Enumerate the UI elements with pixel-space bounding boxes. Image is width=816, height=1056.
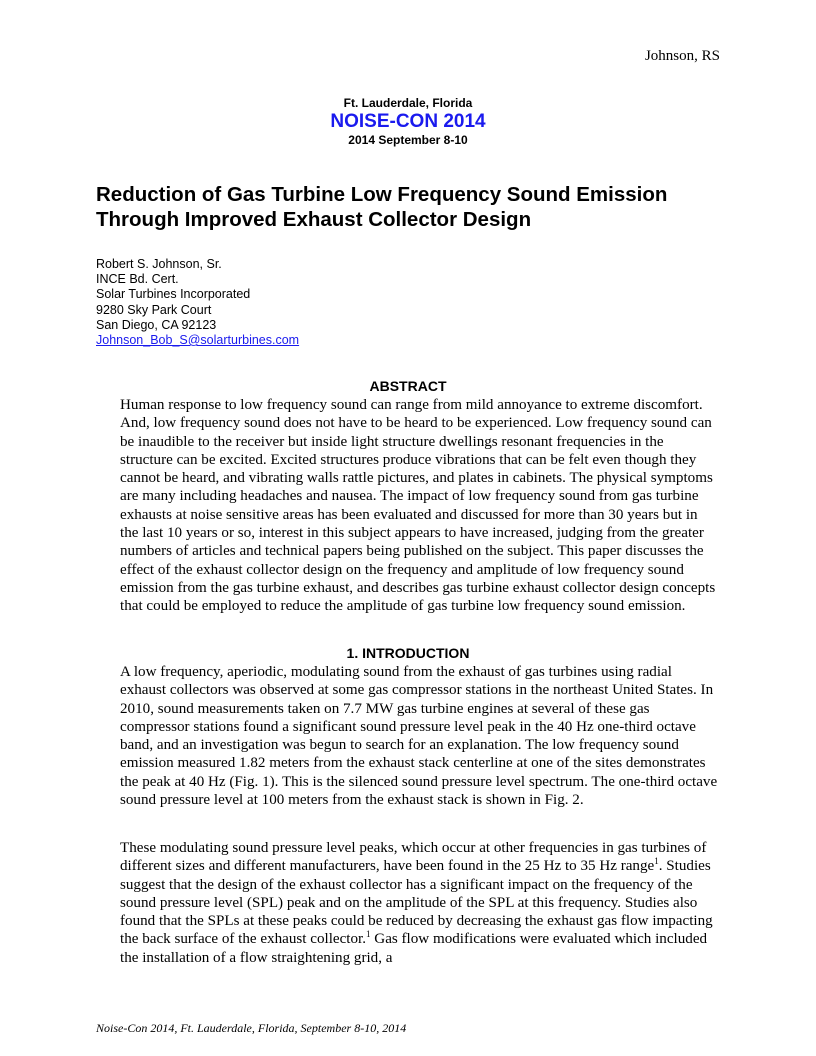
author-organization: Solar Turbines Incorporated [96,287,251,302]
reference-superscript: 1 [366,929,371,940]
author-block [96,257,299,348]
abstract-heading: ABSTRACT [369,378,447,394]
introduction-paragraph-1: A low frequency, aperiodic, modulating sound from the exhaust of gas turbines using radial exhaust collectors was observed at some gas compressor stations in the northeast United States. In 2010, sound measurements taken on 7.7 MW gas turbine engines at several of these gas compressor stations found a significant sound pressure level peak in the 40 Hz one-third octave band, and an investigation was begun to search for an explanation. The low frequency sound emission measured 1.82 meters from the exhaust stack centerline at one of the sites demonstrates the peak at 40 Hz (Fig. 1). This is the silenced sound pressure level spectrum. The one-third octave sound pressure level at 100 meters from the exhaust stack is shown in Fig. 2. [120,664,718,809]
paragraph-2-text-c: Gas flow modifications were evaluated which included the installation of a flow straightening grid, a [120,931,708,966]
paragraph-2-text-a: These modulating sound pressure level peaks, which occur at other frequencies in gas turbines of different sizes and different manufacturers, have been found in the 25 Hz to 35 Hz range [120,840,707,875]
author-street: 9280 Sky Park Court [96,302,212,317]
author-email-link[interactable]: Johnson_Bob_S@solarturbines.com [96,333,300,348]
running-head: Johnson, RS [644,48,720,64]
conference-header [0,96,816,148]
page-footer: Noise-Con 2014, Ft. Lauderdale, Florida, September 8-10, 2014 [96,1021,407,1035]
author-credential: INCE Bd. Cert. [96,272,179,287]
author-name: Robert S. Johnson, Sr. [96,257,222,271]
conference-location: Ft. Lauderdale, Florida [343,96,473,110]
introduction-paragraph-2 [120,839,718,967]
author-city: San Diego, CA 92123 [96,317,217,332]
conference-name: NOISE-CON 2014 [330,111,486,132]
paper-title: Reduction of Gas Turbine Low Frequency Sound Emission Through Improved Exhaust Collector Design [96,183,668,231]
paragraph-2-text-b: . Studies suggest that the design of the exhaust collector has a significant impact on the frequency of the sound pressure level (SPL) peak and on the amplitude of the SPL at this frequency. Studies also found that the SPLs at these peaks could be reduced by decreasing the exhaust gas flow impacting the back surface of the exhaust collector. [120,858,713,948]
introduction-heading: 1. INTRODUCTION [346,645,470,661]
reference-superscript: 1 [654,856,659,867]
abstract-text: Human response to low frequency sound can range from mild annoyance to extreme discomfort. And, low frequency sound does not have to be heard to be experienced. Low frequency sound can be inaudible to the receiver but inside light structure dwellings resonant frequencies in the structure can be excited. Excited structures produce vibrations that can be felt even though they cannot be heard, and vibrating walls rattle pictures, and plates in cabinets. The physical symptoms are many including headaches and nausea. The impact of low frequency sound from gas turbine exhausts at noise sensitive areas has been evaluated and discussed for more than 30 years but in the last 10 years or so, interest in this subject appears to have increased, judging from the greater numbers of articles and technical papers being published on the subject. This paper discusses the effect of the exhaust collector design on the frequency and amplitude of low frequency sound emission from the gas turbine exhaust, and describes gas turbine exhaust collector design concepts that could be employed to reduce the amplitude of gas turbine low frequency sound emission. [120,397,716,615]
conference-dates: 2014 September 8-10 [348,133,468,147]
